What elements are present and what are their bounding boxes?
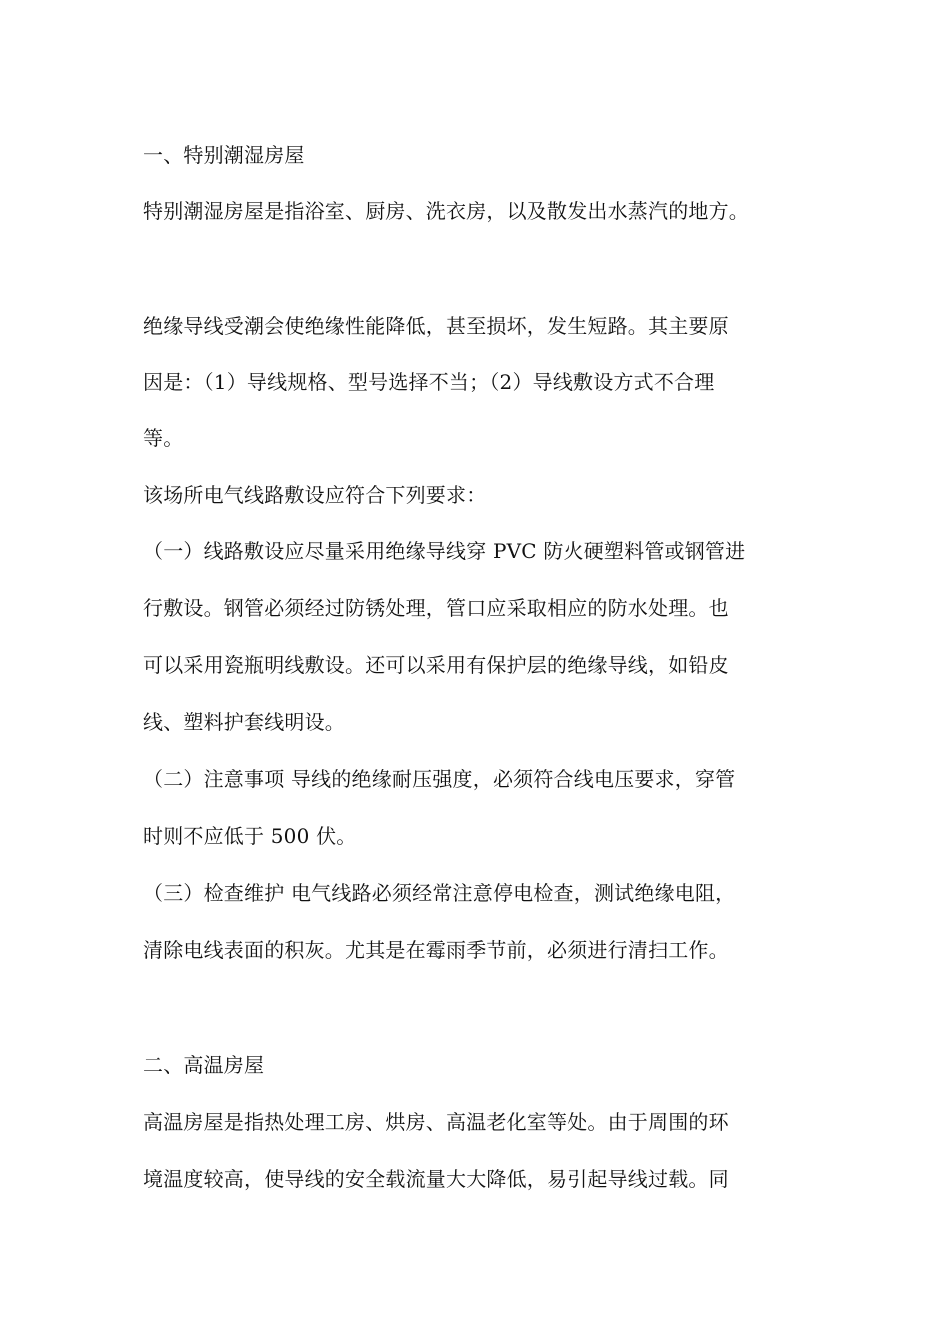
list-item-line: （一）线路敷设应尽量采用绝缘导线穿 PVC 防火硬塑料管或钢管进 [143,539,746,563]
list-item-line: （二）注意事项 导线的绝缘耐压强度，必须符合线电压要求，穿管 [143,767,736,791]
list-item-line: 时则不应低于 500 伏。 [143,824,357,848]
section-heading-humid-rooms: 一、特别潮湿房屋 [143,143,305,167]
paragraph-line: 等。 [143,426,184,450]
list-item-line: 行敷设。钢管必须经过防锈处理，管口应采取相应的防水处理。也 [143,596,729,620]
paragraph-line: 因是：（1）导线规格、型号选择不当；（2）导线敷设方式不合理 [143,370,715,394]
list-item-line: 可以采用瓷瓶明线敷设。还可以采用有保护层的绝缘导线，如铅皮 [143,653,729,677]
list-item-line: 清除电线表面的积灰。尤其是在霉雨季节前，必须进行清扫工作。 [143,938,729,962]
paragraph-line: 境温度较高，使导线的安全载流量大大降低，易引起导线过载。同 [143,1167,729,1191]
paragraph-line: 特别潮湿房屋是指浴室、厨房、洗衣房，以及散发出水蒸汽的地方。 [143,199,749,223]
list-item-line: 线、塑料护套线明设。 [143,710,345,734]
paragraph-line: 高温房屋是指热处理工房、烘房、高温老化室等处。由于周围的环 [143,1110,729,1134]
section-heading-high-temp-rooms: 二、高温房屋 [143,1053,265,1077]
list-item-line: （三）检查维护 电气线路必须经常注意停电检查，测试绝缘电阻， [143,881,736,905]
paragraph-line: 绝缘导线受潮会使绝缘性能降低，甚至损坏，发生短路。其主要原 [143,314,729,338]
paragraph-line: 该场所电气线路敷设应符合下列要求： [143,483,487,507]
